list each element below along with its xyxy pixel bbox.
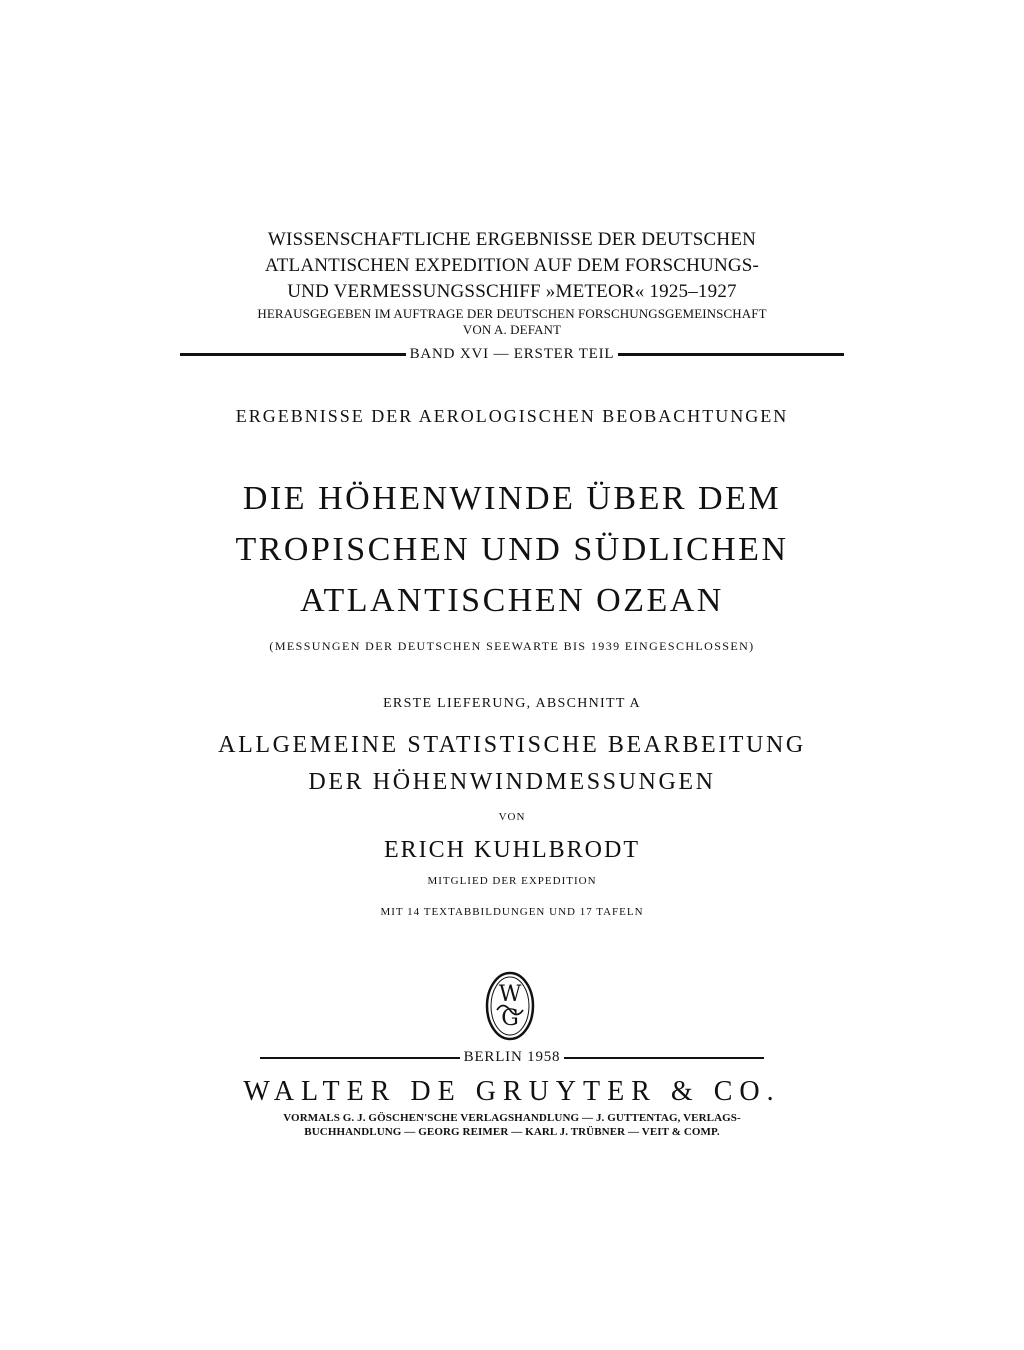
imprint-rule-row <box>0 1050 1024 1065</box>
measurement-note: (MESSUNGEN DER DEUTSCHEN SEEWARTE BIS 1939 EINGESCHLOSSEN) <box>269 639 755 653</box>
series-title-line-1: WISSENSCHAFTLICHE ERGEBNISSE DER DEUTSCHEN <box>267 229 757 250</box>
imprint-label: BERLIN 1958 <box>463 1049 561 1065</box>
main-title-line-3: ATLANTISCHEN OZEAN <box>300 582 724 619</box>
series-title-line-2: ATLANTISCHEN EXPEDITION AUF DEM FORSCHUNGS- <box>264 255 760 276</box>
section-title-line-1: ALLGEMEINE STATISTISCHE BEARBEITUNG <box>218 732 806 758</box>
author-name: ERICH KUHLBRODT <box>384 837 640 863</box>
svg-text:G: G <box>501 1006 519 1031</box>
editor-line-1: HERAUSGEGEBEN IM AUFTRAGE DER DEUTSCHEN FORSCHUNGSGEMEINSCHAFT <box>257 306 767 321</box>
svg-text:W: W <box>498 982 522 1007</box>
imprint-right-rule <box>564 1057 764 1059</box>
series-title-line-3: UND VERMESSUNGSSCHIFF »METEOR« 1925–1927 <box>287 281 737 302</box>
publisher-logo-icon <box>483 970 537 1042</box>
publisher-history-line-1: VORMALS G. J. GÖSCHEN'SCHE VERLAGSHANDLUNG — J. GUTTENTAG, VERLAGS- <box>283 1112 741 1124</box>
editor-line-2: VON A. DEFANT <box>462 322 562 337</box>
imprint-left-rule <box>260 1057 460 1059</box>
main-title-line-1: DIE HÖHENWINDE ÜBER DEM <box>242 480 782 517</box>
section-title-line-2: DER HÖHENWINDMESSUNGEN <box>308 769 716 795</box>
illustrations-note: MIT 14 TEXTABBILDUNGEN UND 17 TAFELN <box>380 906 644 918</box>
volume-rule-row <box>0 347 1024 362</box>
delivery-heading: ERSTE LIEFERUNG, ABSCHNITT A <box>383 696 641 711</box>
main-title-line-2: TROPISCHEN UND SÜDLICHEN <box>235 531 789 568</box>
volume-label: BAND XVI — ERSTER TEIL <box>409 346 615 362</box>
publisher-name: WALTER DE GRUYTER & CO. <box>243 1076 781 1107</box>
publisher-history-line-2: BUCHHANDLUNG — GEORG REIMER — KARL J. TRÜBNER — VEIT & COMP. <box>304 1126 720 1138</box>
right-rule <box>618 353 844 356</box>
left-rule <box>180 353 406 356</box>
by-label: VON <box>498 811 526 823</box>
results-heading: ERGEBNISSE DER AEROLOGISCHEN BEOBACHTUNGEN <box>235 406 789 426</box>
author-role: MITGLIED DER EXPEDITION <box>427 875 597 887</box>
